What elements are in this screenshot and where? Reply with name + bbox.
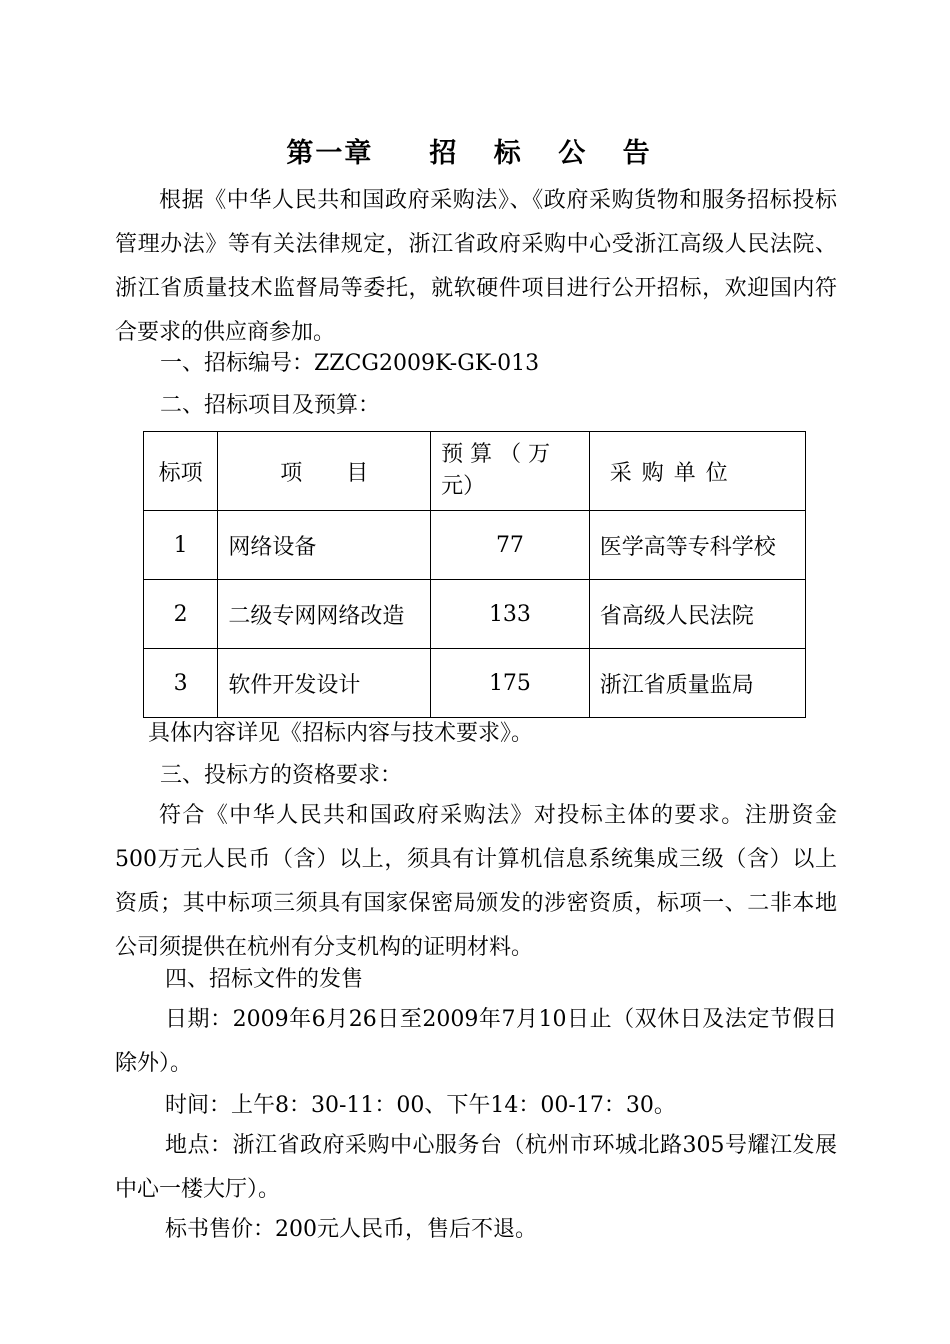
header-budget: 预 算 （ 万 元） <box>431 432 590 511</box>
announcement-heading: 招 标 公 告 <box>429 138 664 169</box>
row-budget: 175 <box>431 649 590 718</box>
row-no: 2 <box>144 580 218 649</box>
header-no: 标项 <box>144 432 218 511</box>
row-budget: 77 <box>431 511 590 580</box>
row-item: 二级专网网络改造 <box>218 580 431 649</box>
intro-paragraph: 根据《中华人民共和国政府采购法》、《政府采购货物和服务招标投标管理办法》等有关法律规定，浙江省政府采购中心受浙江高级人民法院、浙江省质量技术监督局等委托，就软硬件项目进行公开招标，欢迎国内符合要求的供应商参加。 <box>115 188 837 345</box>
sale-price: 标书售价：200元人民币，售后不退。 <box>165 1217 537 1242</box>
row-no: 1 <box>144 511 218 580</box>
tender-number: 一、招标编号：ZZCG2009K-GK-013 <box>160 351 540 376</box>
qualification-paragraph: 符合《中华人民共和国政府采购法》对投标主体的要求。注册资金500万元人民币（含）以上，须具有计算机信息系统集成三级（含）以上资质；其中标项三须具有国家保密局颁发的涉密资质，标项一、二非本地公司须提供在杭州有分支机构的证明材料。 <box>115 803 837 960</box>
chapter-label: 第一章 <box>286 138 374 169</box>
row-budget: 133 <box>431 580 590 649</box>
sale-time: 时间：上午8：30-11：00、下午14：00-17：30。 <box>165 1093 676 1118</box>
row-unit: 医学高等专科学校 <box>589 511 805 580</box>
table-row <box>144 649 806 718</box>
table-row <box>144 511 806 580</box>
sale-date: 日期：2009年6月26日至2009年7月10日止（双休日及法定节假日除外）。 <box>115 1007 837 1076</box>
table-row <box>144 580 806 649</box>
header-item: 项 目 <box>218 432 431 511</box>
table-header-row <box>144 432 806 511</box>
sale-location: 地点：浙江省政府采购中心服务台（杭州市环城北路305号耀江发展中心一楼大厅）。 <box>115 1133 837 1202</box>
table-note: 具体内容详见《招标内容与技术要求》。 <box>148 721 534 746</box>
section-qualification-heading: 三、投标方的资格要求： <box>160 763 403 788</box>
row-item: 软件开发设计 <box>218 649 431 718</box>
budget-table <box>143 431 806 718</box>
header-unit: 采购单位 <box>589 432 805 511</box>
row-no: 3 <box>144 649 218 718</box>
section-budget-heading: 二、招标项目及预算： <box>160 393 381 418</box>
row-item: 网络设备 <box>218 511 431 580</box>
row-unit: 省高级人民法院 <box>589 580 805 649</box>
page-title <box>0 134 950 174</box>
section-sale-heading: 四、招标文件的发售 <box>165 967 364 992</box>
row-unit: 浙江省质量监局 <box>589 649 805 718</box>
